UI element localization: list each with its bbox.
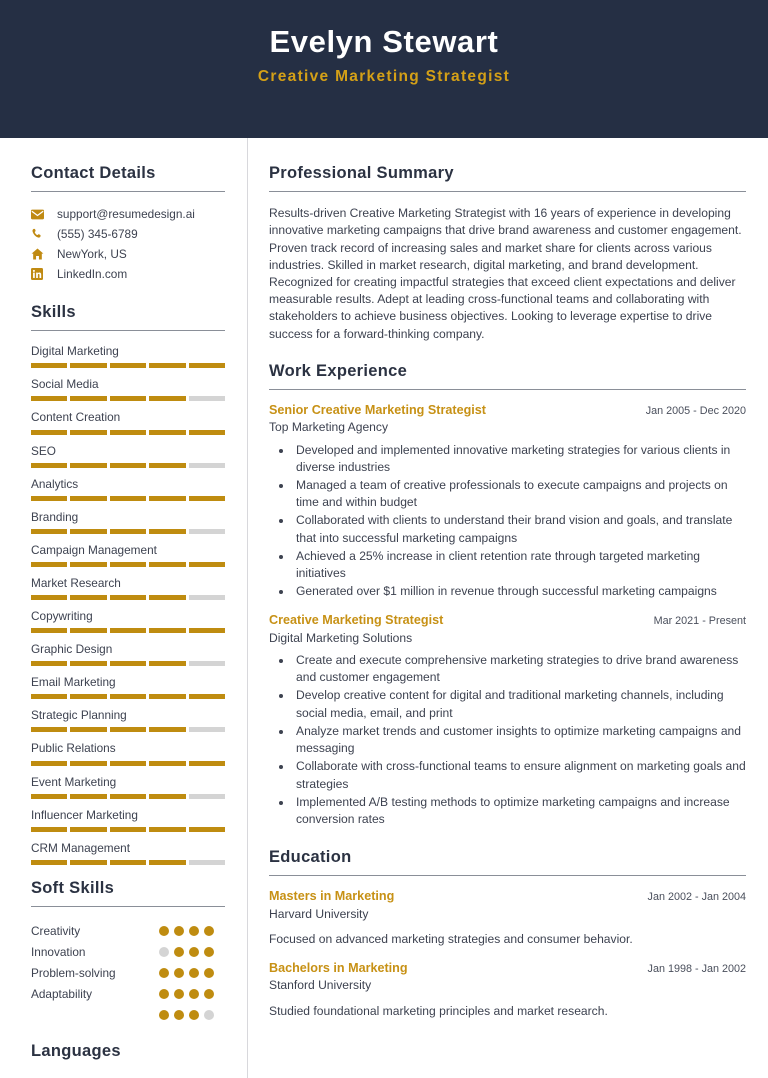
skill-label: Analytics: [31, 476, 79, 491]
skill-level-bar: [31, 794, 225, 799]
skill-level-bar: [31, 496, 225, 501]
skill-label: Influencer Marketing: [31, 807, 138, 822]
skill-item: [31, 409, 225, 434]
skill-level-bar: [31, 396, 225, 401]
candidate-name: Evelyn Stewart: [269, 23, 499, 59]
skill-item: [31, 509, 225, 534]
skill-label: Graphic Design: [31, 642, 113, 657]
skill-bar-segment: [31, 463, 67, 468]
skill-bar-segment: [70, 529, 106, 534]
school-name: Harvard University: [269, 906, 369, 921]
entry-header: [269, 960, 746, 976]
skill-level-bar: [31, 661, 225, 666]
rating-dot: [159, 989, 169, 999]
job-date-range: Jan 2005 - Dec 2020: [645, 404, 746, 417]
skill-bar-segment: [110, 496, 146, 501]
education-entry: [269, 960, 746, 1020]
skill-bar-segment: [110, 562, 146, 567]
job-responsibility-item: • Achieved a 25% increase in client retention rate through targeted marketing initiatives: [293, 548, 746, 582]
skill-bar-segment: [189, 727, 225, 732]
skill-bar-segment: [70, 827, 106, 832]
skill-bar-segment: [110, 827, 146, 832]
section-professional-summary: [269, 164, 746, 343]
skill-label: Content Creation: [31, 410, 121, 425]
soft-skill-row: [31, 1005, 225, 1026]
rating-dot: [204, 989, 214, 999]
soft-skill-dots: [159, 984, 214, 1005]
skill-bar-segment: [149, 827, 185, 832]
skill-bar-segment: [149, 562, 185, 567]
soft-skill-row: [31, 984, 225, 1005]
rating-dot: [159, 926, 169, 936]
skill-level-bar: [31, 463, 225, 468]
skill-bar-segment: [189, 661, 225, 666]
candidate-job-title: Creative Marketing Strategist: [257, 68, 511, 86]
rating-dot: [159, 947, 169, 957]
skill-level-bar: [31, 595, 225, 600]
rating-dot: [159, 1010, 169, 1020]
rating-dot: [204, 968, 214, 978]
spacer: [269, 829, 746, 848]
skill-bar-segment: [189, 396, 225, 401]
skill-bar-segment: [110, 860, 146, 865]
skill-bar-segment: [149, 463, 185, 468]
soft-skill-dots: [159, 921, 214, 942]
degree-title: Bachelors in Marketing: [269, 960, 408, 975]
skill-bar-segment: [189, 430, 225, 435]
education-date-range: Jan 1998 - Jan 2002: [647, 962, 746, 975]
entry-header: [269, 612, 746, 628]
skill-item: [31, 674, 225, 699]
skill-label: Campaign Management: [31, 542, 157, 557]
education-description: Focused on advanced marketing strategies and consumer behavior.: [269, 931, 633, 946]
rating-dot: [174, 926, 184, 936]
education-list: [269, 888, 746, 1019]
skill-bar-segment: [189, 860, 225, 865]
skill-level-bar: [31, 562, 225, 567]
job-responsibility-item: • Create and execute comprehensive marketing strategies to drive brand awareness and customer engagement: [293, 652, 746, 686]
phone-icon: [31, 228, 48, 240]
skill-level-bar: [31, 761, 225, 766]
skill-level-bar: [31, 694, 225, 699]
skill-bar-segment: [189, 529, 225, 534]
skill-bar-segment: [70, 761, 106, 766]
rating-dot: [204, 947, 214, 957]
skills-heading: Skills: [31, 303, 76, 322]
skill-bar-segment: [110, 628, 146, 633]
soft-skill-dots: [159, 963, 214, 984]
skill-item: [31, 343, 225, 368]
soft-skill-label: Adaptability: [31, 986, 92, 1001]
skill-bar-segment: [149, 694, 185, 699]
skill-bar-segment: [31, 396, 67, 401]
skill-bar-segment: [31, 827, 67, 832]
contact-item-linkedin[interactable]: [31, 267, 225, 281]
section-divider: [31, 330, 225, 331]
skill-level-bar: [31, 628, 225, 633]
contact-item-phone[interactable]: [31, 227, 225, 241]
skill-level-bar: [31, 727, 225, 732]
skill-label: Email Marketing: [31, 675, 116, 690]
skill-bar-segment: [110, 463, 146, 468]
section-soft-skills: [31, 879, 225, 1026]
skill-bar-segment: [149, 661, 185, 666]
job-responsibility-item: • Generated over $1 million in revenue through successful marketing campaigns: [293, 583, 746, 600]
education-heading: Education: [269, 848, 352, 867]
skill-label: Copywriting: [31, 609, 93, 624]
skill-bar-segment: [149, 496, 185, 501]
contact-details-heading: Contact Details: [31, 164, 156, 182]
skill-bar-segment: [189, 595, 225, 600]
rating-dot: [189, 968, 199, 978]
rating-dot: [189, 926, 199, 936]
skill-bar-segment: [31, 562, 67, 567]
rating-dot: [189, 989, 199, 999]
soft-skill-label: Creativity: [31, 923, 81, 938]
soft-skill-dots: [159, 1005, 214, 1026]
skill-bar-segment: [189, 463, 225, 468]
rating-dot: [204, 926, 214, 936]
skill-bar-segment: [31, 363, 67, 368]
job-responsibility-list: [269, 442, 746, 601]
job-responsibility-item: • Collaborated with clients to understand their brand vision and goals, and translate that into successful marketing campaigns: [293, 512, 746, 546]
section-skills: [31, 303, 225, 865]
skill-bar-segment: [31, 727, 67, 732]
skill-label: Public Relations: [31, 741, 116, 756]
education-description: Studied foundational marketing principles and market research.: [269, 1003, 608, 1018]
skill-bar-segment: [31, 628, 67, 633]
skill-bar-segment: [189, 628, 225, 633]
employer-name: Top Marketing Agency: [269, 420, 388, 435]
contact-value-email: support@resumedesign.ai: [57, 207, 195, 222]
soft-skill-label: Innovation: [31, 944, 86, 959]
soft-skill-dots: [159, 942, 214, 963]
skill-item: [31, 542, 225, 567]
skill-bar-segment: [149, 396, 185, 401]
professional-summary-text: Results-driven Creative Marketing Strategist with 16 years of experience in developing innovative marketing campaigns that drive brand awareness and customer engagement. Proven track record of increasing sales and market share for clients across various industries. Skilled in market research, digital marketing, and brand development. Recognized for creating impactful strategies that exceed client expectations and deliver measurable results. Adept at leading cross-functional teams and collaborating with stakeholders to achieve business objectives. Looking to leverage expertise to drive success for a forward-thinking company.: [269, 206, 742, 341]
skill-bar-segment: [110, 661, 146, 666]
skill-bar-segment: [70, 794, 106, 799]
envelope-icon: [31, 209, 48, 220]
rating-dot: [159, 968, 169, 978]
skill-bar-segment: [110, 761, 146, 766]
skill-bar-segment: [149, 529, 185, 534]
section-divider: [269, 191, 746, 192]
skill-bar-segment: [149, 595, 185, 600]
skill-bar-segment: [31, 529, 67, 534]
rating-dot: [174, 989, 184, 999]
job-responsibility-item: • Analyze market trends and customer insights to optimize marketing campaigns and messaging: [293, 723, 746, 757]
skill-label: SEO: [31, 443, 56, 458]
rating-dot: [174, 947, 184, 957]
degree-title: Masters in Marketing: [269, 889, 395, 904]
skill-bar-segment: [31, 761, 67, 766]
skill-bar-segment: [31, 430, 67, 435]
skill-bar-segment: [189, 794, 225, 799]
job-responsibility-item: • Implemented A/B testing methods to optimize marketing campaigns and increase conversion rates: [293, 794, 746, 828]
skill-bar-segment: [189, 496, 225, 501]
skill-bar-segment: [149, 727, 185, 732]
skill-level-bar: [31, 363, 225, 368]
skill-label: Branding: [31, 509, 79, 524]
skill-label: Event Marketing: [31, 774, 117, 789]
skills-list: [31, 343, 225, 865]
languages-heading: Languages: [31, 1041, 121, 1060]
soft-skills-list: [31, 921, 225, 1026]
soft-skill-row: [31, 921, 225, 942]
skill-bar-segment: [70, 396, 106, 401]
skill-bar-segment: [70, 727, 106, 732]
section-languages: [31, 1042, 225, 1069]
job-title: Creative Marketing Strategist: [269, 613, 444, 628]
work-experience-entry: [269, 612, 746, 828]
section-contact-details: [31, 164, 225, 281]
entry-header: [269, 402, 746, 418]
skill-bar-segment: [149, 628, 185, 633]
contact-value-location: NewYork, US: [57, 247, 127, 262]
skill-item: [31, 476, 225, 501]
skill-bar-segment: [70, 562, 106, 567]
job-responsibility-list: [269, 652, 746, 828]
skill-label: Social Media: [31, 377, 99, 392]
skill-bar-segment: [189, 827, 225, 832]
resume-header: [0, 0, 768, 138]
rating-dot: [189, 947, 199, 957]
skill-bar-segment: [70, 363, 106, 368]
soft-skill-row: [31, 942, 225, 963]
section-education: [269, 848, 746, 1019]
skill-item: [31, 575, 225, 600]
skill-bar-segment: [70, 661, 106, 666]
skill-bar-segment: [189, 562, 225, 567]
education-entry: [269, 888, 746, 948]
skill-bar-segment: [70, 430, 106, 435]
skill-label: CRM Management: [31, 840, 131, 855]
skill-bar-segment: [110, 595, 146, 600]
skill-item: [31, 443, 225, 468]
skill-item: [31, 608, 225, 633]
skill-bar-segment: [31, 595, 67, 600]
skill-level-bar: [31, 529, 225, 534]
main-column: [248, 138, 768, 1078]
skill-bar-segment: [110, 396, 146, 401]
skill-bar-segment: [189, 761, 225, 766]
skill-bar-segment: [149, 761, 185, 766]
contact-item-email[interactable]: [31, 207, 225, 221]
resume-body: [0, 138, 768, 1078]
entry-header: [269, 888, 746, 904]
section-divider: [31, 191, 225, 192]
skill-label: Digital Marketing: [31, 344, 119, 359]
skill-bar-segment: [110, 430, 146, 435]
contact-item-location[interactable]: [31, 247, 225, 261]
skill-bar-segment: [70, 628, 106, 633]
skill-item: [31, 840, 225, 865]
skill-bar-segment: [149, 860, 185, 865]
soft-skill-row: [31, 963, 225, 984]
skill-bar-segment: [70, 496, 106, 501]
skill-bar-segment: [149, 794, 185, 799]
job-title: Senior Creative Marketing Strategist: [269, 402, 486, 417]
skill-item: [31, 376, 225, 401]
rating-dot: [189, 1010, 199, 1020]
soft-skills-heading: Soft Skills: [31, 878, 115, 897]
home-icon: [31, 248, 48, 260]
work-experience-heading: Work Experience: [269, 361, 408, 380]
section-work-experience: [269, 362, 746, 828]
skill-label: Strategic Planning: [31, 708, 127, 723]
rating-dot: [174, 968, 184, 978]
skill-bar-segment: [70, 860, 106, 865]
skill-level-bar: [31, 827, 225, 832]
skill-bar-segment: [70, 694, 106, 699]
skill-item: [31, 740, 225, 765]
skill-bar-segment: [149, 430, 185, 435]
section-divider: [269, 389, 746, 390]
employer-name: Digital Marketing Solutions: [269, 630, 413, 645]
work-experience-list: [269, 402, 746, 828]
job-responsibility-item: • Develop creative content for digital and traditional marketing channels, including social media, email, and print: [293, 687, 746, 721]
skill-bar-segment: [189, 694, 225, 699]
skill-bar-segment: [31, 860, 67, 865]
skill-bar-segment: [110, 727, 146, 732]
rating-dot: [174, 1010, 184, 1020]
skill-bar-segment: [189, 363, 225, 368]
skill-bar-segment: [31, 496, 67, 501]
skill-level-bar: [31, 430, 225, 435]
professional-summary-heading: Professional Summary: [269, 164, 454, 182]
skill-bar-segment: [31, 694, 67, 699]
skill-item: [31, 774, 225, 799]
work-experience-entry: [269, 402, 746, 601]
sidebar-column: [0, 138, 248, 1078]
skill-bar-segment: [110, 363, 146, 368]
contact-value-phone: (555) 345-6789: [57, 227, 138, 242]
education-date-range: Jan 2002 - Jan 2004: [647, 891, 746, 904]
skill-bar-segment: [70, 595, 106, 600]
job-responsibility-item: • Managed a team of creative professionals to execute campaigns and projects on time and within budget: [293, 477, 746, 511]
skill-bar-segment: [110, 794, 146, 799]
section-divider: [31, 906, 225, 907]
skill-bar-segment: [110, 529, 146, 534]
skill-bar-segment: [70, 463, 106, 468]
contact-value-linkedin: LinkedIn.com: [57, 267, 128, 282]
spacer: [269, 343, 746, 362]
linkedin-icon: [31, 268, 48, 280]
skill-bar-segment: [31, 661, 67, 666]
job-responsibility-item: • Developed and implemented innovative marketing strategies for various clients in diverse industries: [293, 442, 746, 476]
rating-dot: [204, 1010, 214, 1020]
skill-label: Market Research: [31, 575, 121, 590]
soft-skill-label: Problem-solving: [31, 965, 116, 980]
job-responsibility-item: • Collaborate with cross-functional teams to ensure alignment on marketing goals and strategies: [293, 758, 746, 792]
skill-bar-segment: [110, 694, 146, 699]
contact-list: [31, 207, 225, 281]
job-date-range: Mar 2021 - Present: [653, 615, 746, 628]
skill-bar-segment: [31, 794, 67, 799]
skill-item: [31, 707, 225, 732]
skill-bar-segment: [149, 363, 185, 368]
skill-level-bar: [31, 860, 225, 865]
skill-item: [31, 807, 225, 832]
section-divider: [269, 875, 746, 876]
skill-item: [31, 641, 225, 666]
school-name: Stanford University: [269, 978, 372, 993]
